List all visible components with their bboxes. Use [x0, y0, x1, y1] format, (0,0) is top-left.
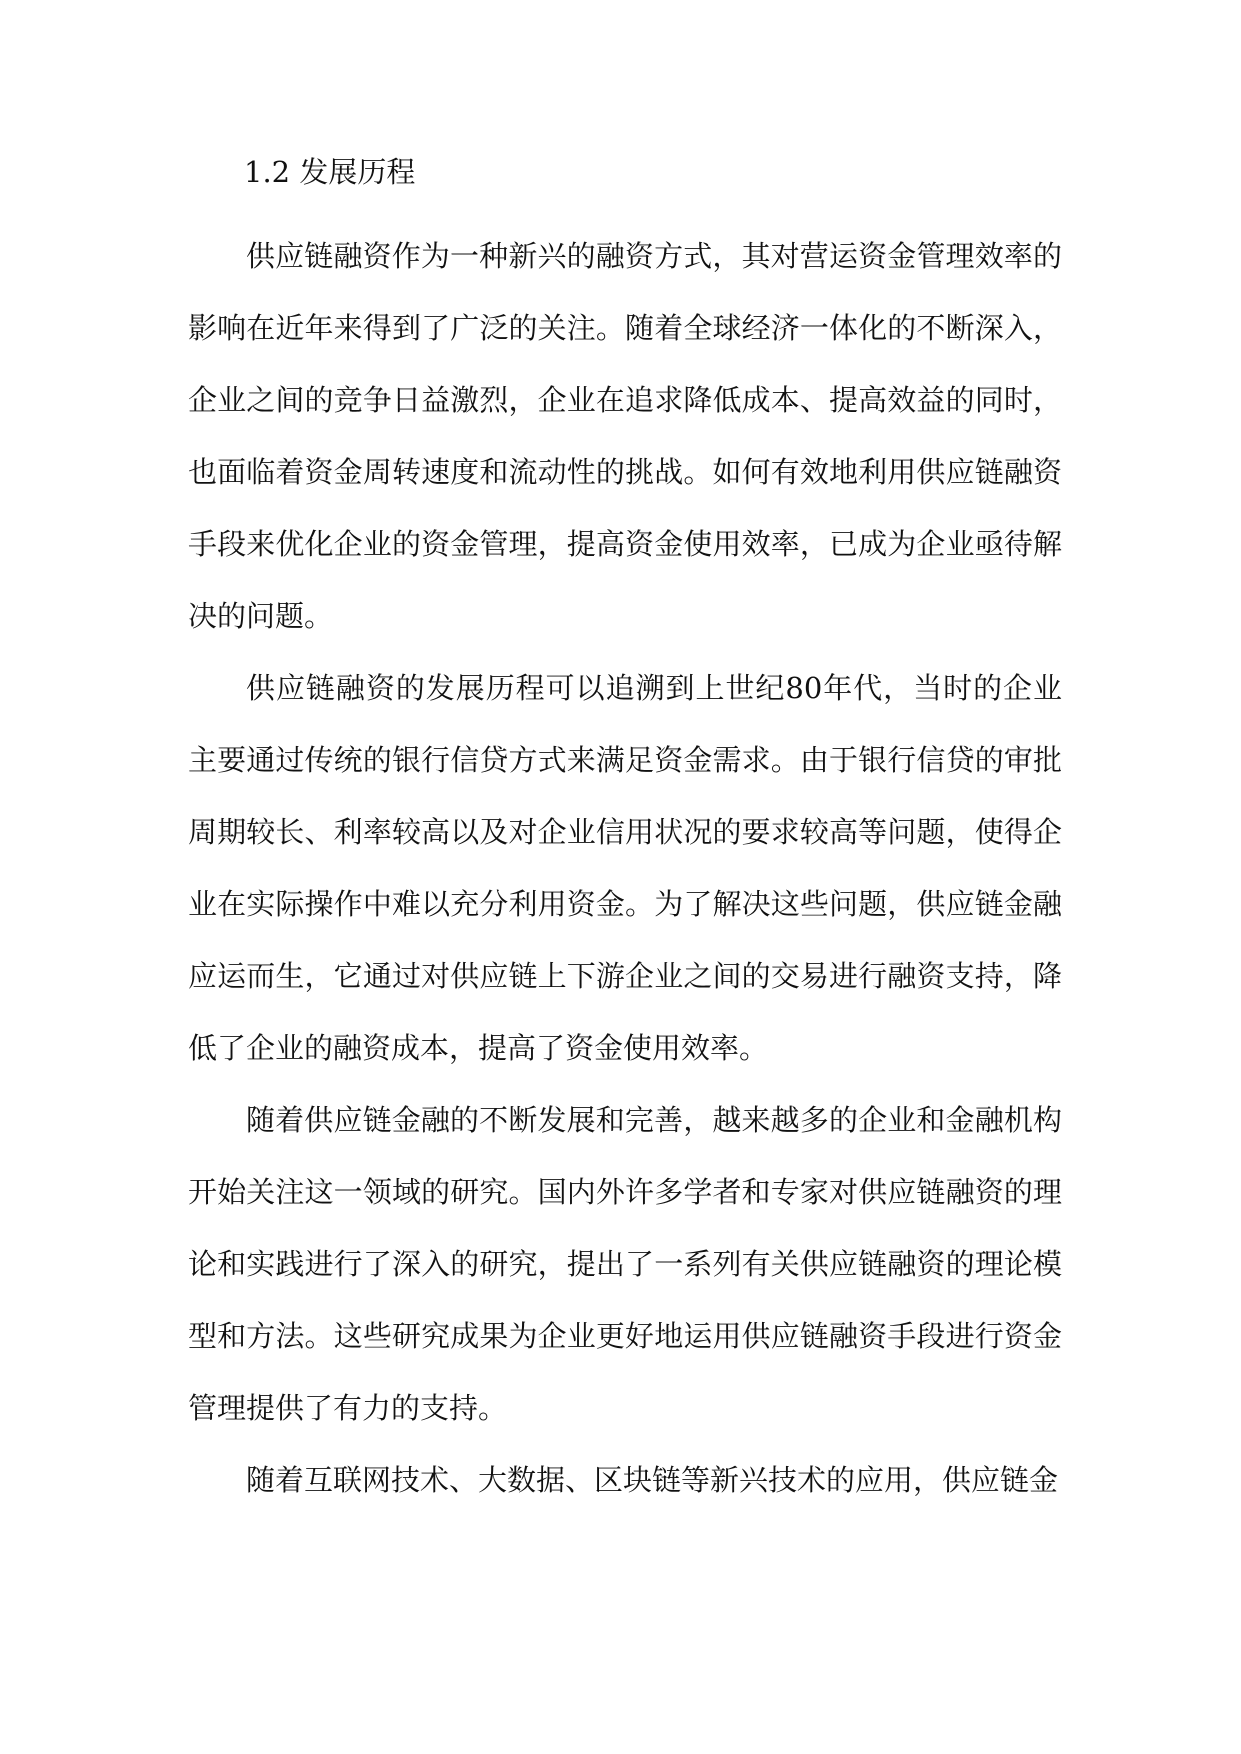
body-text: [188, 220, 1062, 1516]
section-heading: 1.2 发展历程: [244, 155, 416, 189]
paragraph-new-technologies: 随着互联网技术、大数据、区块链等新兴技术的应用，供应链金: [246, 1463, 1059, 1497]
paragraph-research-development: 随着供应链金融的不断发展和完善，越来越多的企业和金融机构开始关注这一领域的研究。国内外许多学者和专家对供应链融资的理论和实践进行了深入的研究，提出了一系列有关供应链融资的理论模型和方法。这些研究成果为企业更好地运用供应链融资手段进行资金管理提供了有力的支持。: [188, 1103, 1062, 1425]
paragraph-history-origins: 供应链融资的发展历程可以追溯到上世纪80年代，当时的企业主要通过传统的银行信贷方式来满足资金需求。由于银行信贷的审批周期较长、利率较高以及对企业信用状况的要求较高等问题，使得企业在实际操作中难以充分利用资金。为了解决这些问题，供应链金融应运而生，它通过对供应链上下游企业之间的交易进行融资支持，降低了企业的融资成本，提高了资金使用效率。: [188, 671, 1062, 1065]
paragraph-intro: 供应链融资作为一种新兴的融资方式，其对营运资金管理效率的影响在近年来得到了广泛的关注。随着全球经济一体化的不断深入，企业之间的竞争日益激烈，企业在追求降低成本、提高效益的同时，也面临着资金周转速度和流动性的挑战。如何有效地利用供应链融资手段来优化企业的资金管理，提高资金使用效率，已成为企业亟待解决的问题。: [188, 239, 1062, 633]
